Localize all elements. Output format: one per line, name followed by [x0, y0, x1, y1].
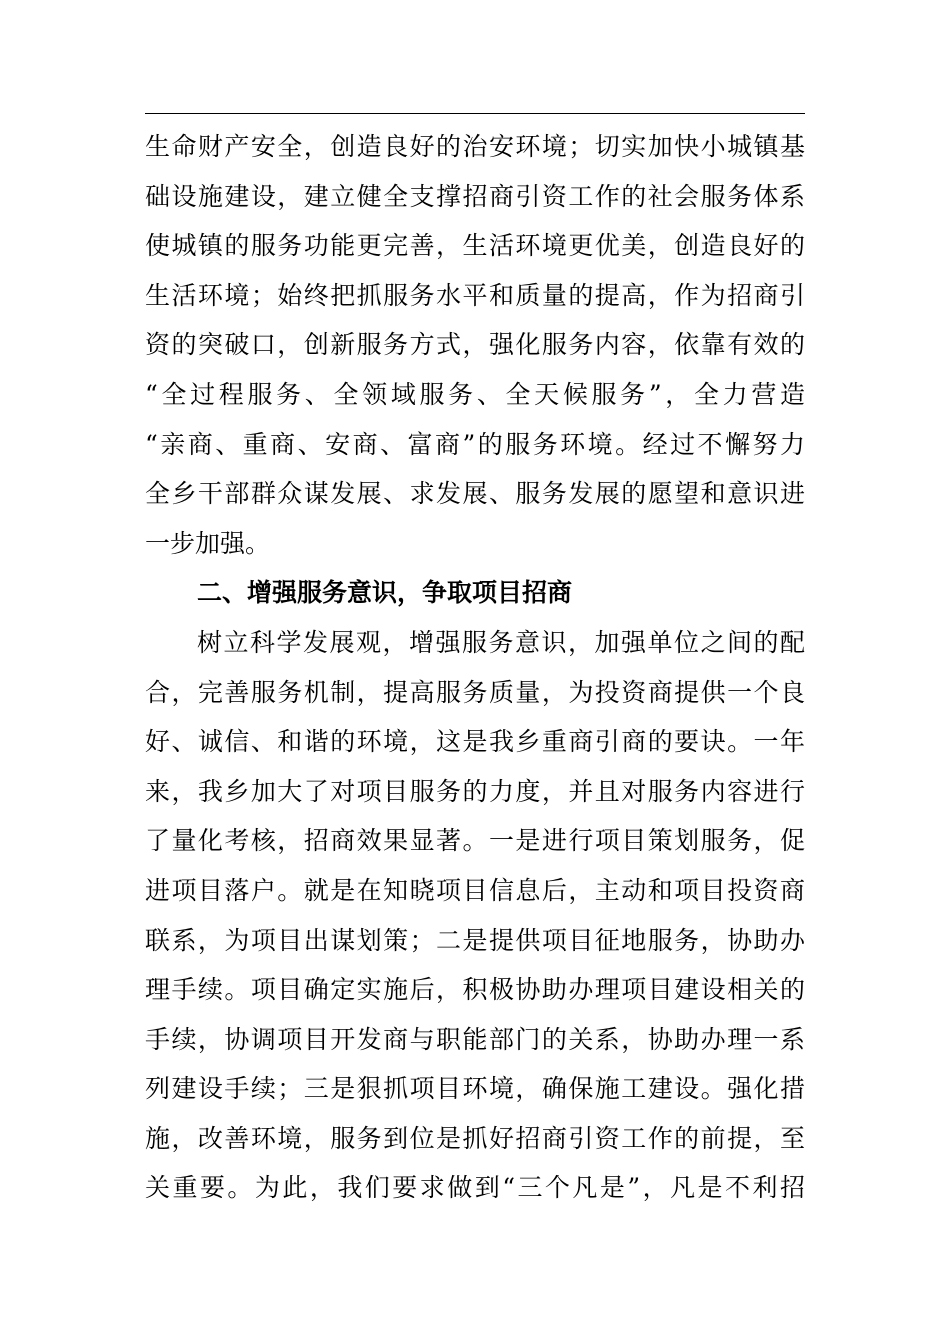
text-line: 理手续。项目确定实施后，积极协助办理项目建设相关的 — [145, 975, 805, 1005]
header-rule — [145, 113, 805, 114]
text-line: 进项目落户。就是在知晓项目信息后，主动和项目投资商 — [145, 875, 805, 905]
text-line: 使城镇的服务功能更完善，生活环境更优美，创造良好的 — [145, 231, 805, 261]
text-line: 来，我乡加大了对项目服务的力度，并且对服务内容进行 — [145, 776, 805, 806]
text-line: 础设施建设，建立健全支撑招商引资工作的社会服务体系 — [145, 181, 805, 211]
text-line: 生活环境；始终把抓服务水平和质量的提高，作为招商引 — [145, 280, 805, 310]
section-heading: 二、增强服务意识，争取项目招商 — [197, 578, 573, 608]
text-line: “全过程服务、全领域服务、全天候服务”，全力营造 — [145, 379, 805, 409]
text-line: 资的突破口，创新服务方式，强化服务内容，依靠有效的 — [145, 330, 805, 360]
text-line: 好、诚信、和谐的环境，这是我乡重商引商的要诀。一年 — [145, 727, 805, 757]
document-body — [145, 122, 805, 1213]
text-line: 生命财产安全，创造良好的治安环境；切实加快小城镇基 — [145, 132, 805, 161]
text-line: 手续，协调项目开发商与职能部门的关系，协助办理一系 — [145, 1024, 805, 1054]
text-line: 合，完善服务机制，提高服务质量，为投资商提供一个良 — [145, 677, 805, 707]
text-line: 列建设手续；三是狠抓项目环境，确保施工建设。强化措 — [145, 1074, 805, 1104]
paragraph-1 — [145, 122, 805, 568]
paragraph-2 — [145, 618, 805, 1213]
text-line: 了量化考核，招商效果显著。一是进行项目策划服务，促 — [145, 826, 805, 856]
text-line: 联系，为项目出谋划策；二是提供项目征地服务，协助办 — [145, 925, 805, 955]
text-line: 树立科学发展观，增强服务意识，加强单位之间的配 — [197, 627, 805, 657]
text-line: “亲商、重商、安商、富商”的服务环境。经过不懈努力 — [145, 429, 805, 459]
text-line: 施，改善环境，服务到位是抓好招商引资工作的前提，至 — [145, 1123, 805, 1153]
text-line: 全乡干部群众谋发展、求发展、服务发展的愿望和意识进 — [145, 479, 805, 509]
text-line: 一步加强。 — [145, 528, 271, 558]
text-line: 关重要。为此，我们要求做到“三个凡是”，凡是不利招 — [145, 1173, 805, 1203]
